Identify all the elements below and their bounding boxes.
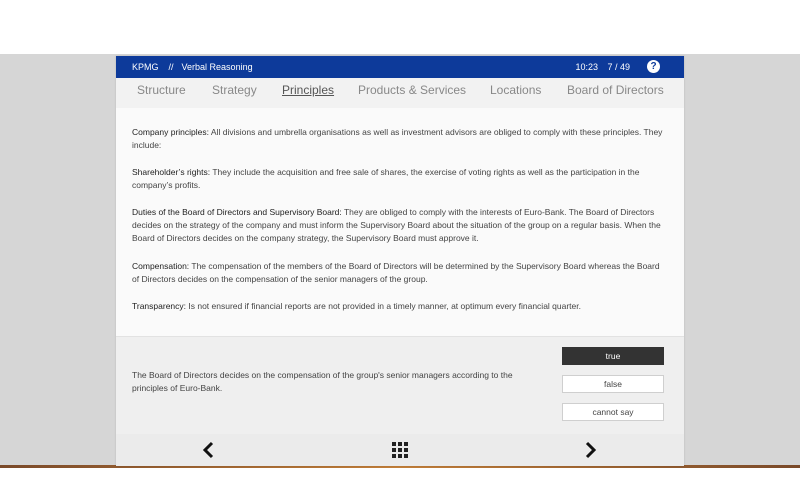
paragraph-term: Duties of the Board of Directors and Supervisory Board: <box>132 207 342 217</box>
passage-panel <box>116 108 684 336</box>
grid-icon[interactable] <box>392 442 408 458</box>
paragraph-text: Is not ensured if financial reports are not provided in a timely manner, at optimum every financial quarter. <box>186 301 581 311</box>
question-statement: The Board of Directors decides on the compensation of the group's senior managers according to the principles of Euro-Bank. <box>132 370 513 393</box>
navigation-bar <box>116 434 684 466</box>
question-panel <box>116 336 684 435</box>
module-title: Verbal Reasoning <box>181 62 253 72</box>
question-circle-icon[interactable]: ? <box>647 60 660 73</box>
paragraph-term: Transparency: <box>132 301 187 311</box>
chevron-right-icon[interactable] <box>580 440 600 460</box>
paragraph-text: All divisions and umbrella organisations as well as investment advisors are obliged to comply with these principles. They include: <box>132 127 663 150</box>
paragraph-text: They include the acquisition and free sale of shares, the exercise of voting rights as well as the participation in the company’s profits. <box>132 167 640 190</box>
tab-principles[interactable]: Principles <box>282 83 335 97</box>
paragraph-transparency <box>132 300 668 313</box>
timer: 10:23 <box>575 62 598 72</box>
paragraph-term: Compensation: <box>132 261 190 271</box>
header-separator: // <box>168 62 174 72</box>
answer-false-button[interactable]: false <box>562 375 664 393</box>
chevron-left-icon[interactable] <box>199 440 219 460</box>
tab-board-of-directors[interactable]: Board of Directors <box>567 83 664 97</box>
question-counter: 7 / 49 <box>607 62 630 72</box>
paragraph-shareholders-rights <box>132 166 668 192</box>
tab-locations[interactable]: Locations <box>490 83 542 97</box>
answer-cannot-say-button[interactable]: cannot say <box>562 403 664 421</box>
paragraph-compensation <box>132 260 668 286</box>
paragraph-text: They are obliged to comply with the interests of Euro-Bank. The Board of Directors decides on the strategy of the company and must inform the Supervisory Board about the situation of the group on a regular basis. When the Board of Directors decides on the company strategy, the Supervisory Board must approve it. <box>132 207 661 243</box>
tab-structure[interactable]: Structure <box>137 83 186 97</box>
paragraph-term: Shareholder’s rights: <box>132 167 211 177</box>
paragraph-term: Company principles: <box>132 127 210 137</box>
tab-strategy[interactable]: Strategy <box>212 83 257 97</box>
test-window <box>116 56 684 466</box>
header-bar <box>116 56 684 78</box>
brand-label: KPMG <box>132 62 159 72</box>
tab-bar <box>116 78 684 104</box>
paragraph-text: The compensation of the members of the Board of Directors will be determined by the Supervisory Board whereas the Board of Directors decides on the compensation of the senior managers of the group. <box>132 261 660 284</box>
tab-products-services[interactable]: Products & Services <box>358 83 467 97</box>
paragraph-duties <box>132 206 668 245</box>
answer-true-button[interactable]: true <box>562 347 664 365</box>
paragraph-company-principles <box>132 126 668 152</box>
